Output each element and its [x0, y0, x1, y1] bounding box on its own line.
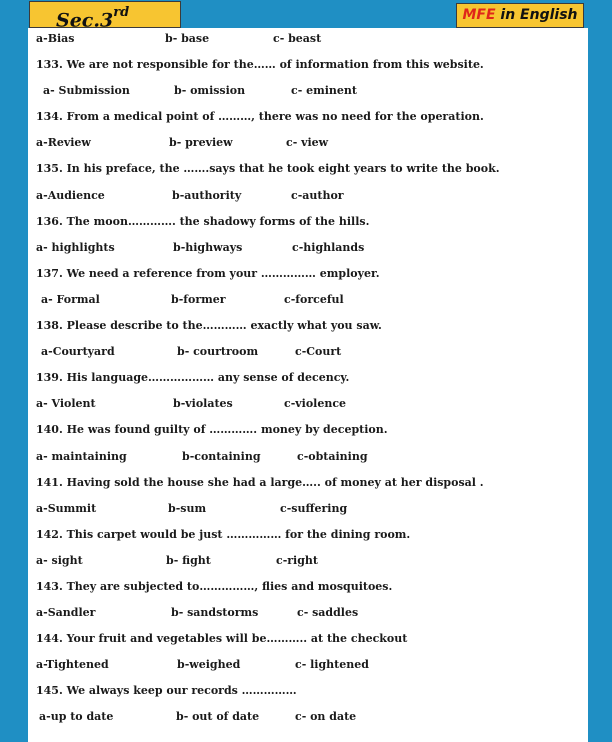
- question-line: [36, 160, 576, 186]
- option-b: b-weighed: [177, 658, 241, 672]
- question-line: [36, 630, 576, 656]
- option-c: c- saddles: [297, 606, 359, 620]
- option-b: b-highways: [173, 240, 243, 254]
- section-label: Sec.3rd: [56, 5, 130, 32]
- options-line: [36, 30, 576, 56]
- option-a: a- maintaining: [36, 449, 127, 463]
- option-b: b- sandstorms: [171, 606, 259, 620]
- option-b: b-violates: [173, 397, 233, 411]
- option-b: b-sum: [168, 501, 207, 515]
- option-c: c-highlands: [292, 240, 365, 254]
- question-line: [36, 578, 576, 604]
- option-b: b- out of date: [176, 710, 260, 724]
- option-a: a- Formal: [41, 292, 100, 306]
- option-a: a-up to date: [39, 710, 114, 724]
- options-line: [36, 708, 576, 734]
- options-line: [36, 448, 576, 474]
- options-line: [36, 82, 576, 108]
- brand-rest: in English: [495, 7, 578, 23]
- options-line: [36, 500, 576, 526]
- question-text: 140. He was found guilty of …………. money by deception.: [36, 423, 388, 437]
- option-c: c- eminent: [291, 84, 357, 98]
- options-line: [36, 187, 576, 213]
- question-text: 134. From a medical point of ………, there was no need for the operation.: [36, 110, 484, 124]
- question-list: [36, 30, 576, 735]
- option-b: b-authority: [172, 188, 242, 202]
- question-line: [36, 317, 576, 343]
- option-c: c-suffering: [280, 501, 348, 515]
- options-line: [36, 239, 576, 265]
- option-a: a-Audience: [36, 188, 105, 202]
- question-text: 144. Your fruit and vegetables will be……….. at the checkout: [36, 632, 408, 646]
- option-a: a-Bias: [36, 32, 75, 45]
- option-a: a-Tightened: [36, 658, 109, 672]
- question-text: 141. Having sold the house she had a large….. of money at her disposal .: [36, 475, 484, 489]
- question-line: [36, 526, 576, 552]
- option-c: c- view: [286, 136, 329, 150]
- question-text: 143. They are subjected to……………, flies and mosquitoes.: [36, 579, 393, 593]
- question-text: 135. In his preface, the …….says that he took eight years to write the book.: [36, 162, 500, 176]
- option-c: c-forceful: [284, 292, 344, 306]
- section-superscript: rd: [113, 5, 130, 20]
- question-line: [36, 56, 576, 82]
- options-line: [36, 656, 576, 682]
- brand-accent: MFE: [462, 7, 496, 23]
- option-a: a- Submission: [43, 84, 130, 98]
- option-b: b- omission: [174, 84, 246, 98]
- question-text: 138. Please describe to the………… exactly what you saw.: [36, 319, 382, 333]
- option-a: a- Violent: [36, 397, 96, 411]
- option-b: b- preview: [169, 136, 233, 150]
- option-c: c-violence: [284, 397, 347, 411]
- question-line: [36, 265, 576, 291]
- option-a: a-Review: [36, 136, 91, 150]
- option-a: a-Summit: [36, 501, 97, 515]
- options-line: [36, 291, 576, 317]
- question-text: 142. This carpet would be just …………… for the dining room.: [36, 527, 411, 541]
- question-text: 145. We always keep our records ……………: [36, 684, 297, 698]
- question-text: 139. His language……………… any sense of decency.: [36, 371, 350, 385]
- brand-badge: [456, 3, 584, 28]
- options-line: [36, 395, 576, 421]
- option-a: a- highlights: [36, 240, 115, 254]
- option-b: b- fight: [166, 553, 211, 567]
- option-c: c- on date: [295, 710, 357, 724]
- question-text: 133. We are not responsible for the…… of information from this website.: [36, 58, 484, 72]
- option-c: c-Court: [295, 345, 342, 359]
- question-line: [36, 421, 576, 447]
- options-line: [36, 604, 576, 630]
- question-line: [36, 213, 576, 239]
- question-line: [36, 369, 576, 395]
- options-line: [36, 343, 576, 369]
- option-c: c-obtaining: [297, 449, 368, 463]
- option-c: c-author: [291, 188, 344, 202]
- section-badge: [29, 1, 181, 32]
- option-b: b-containing: [182, 449, 261, 463]
- question-line: [36, 108, 576, 134]
- option-b: b- base: [165, 32, 210, 45]
- options-line: [36, 134, 576, 160]
- option-a: a-Courtyard: [41, 345, 115, 359]
- option-a: a- sight: [36, 553, 83, 567]
- question-line: [36, 474, 576, 500]
- question-text: 137. We need a reference from your …………… employer.: [36, 266, 380, 280]
- option-b: b-former: [171, 292, 226, 306]
- question-line: [36, 682, 576, 708]
- question-text: 136. The moon…………. the shadowy forms of the hills.: [36, 214, 370, 228]
- option-a: a-Sandler: [36, 606, 96, 620]
- option-c: c- lightened: [295, 658, 369, 672]
- option-b: b- courtroom: [177, 345, 259, 359]
- option-c: c-right: [276, 553, 319, 567]
- options-line: [36, 552, 576, 578]
- option-c: c- beast: [273, 32, 322, 45]
